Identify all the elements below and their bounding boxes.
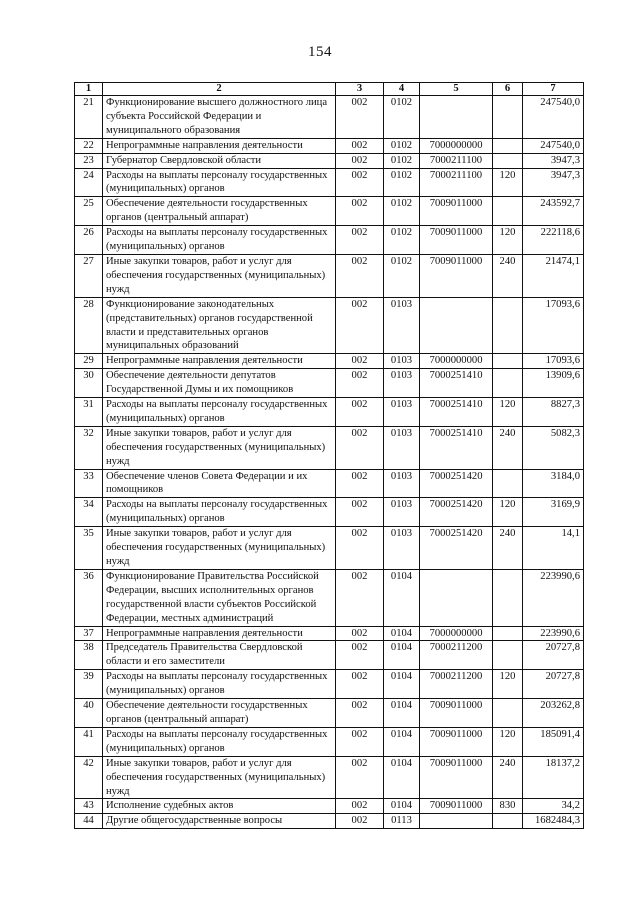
department-code: 002 [336, 498, 384, 527]
target-article-code: 7009011000 [420, 254, 493, 297]
section-code: 0103 [384, 297, 420, 354]
table-row [75, 369, 584, 398]
table-row [75, 641, 584, 670]
table-row [75, 498, 584, 527]
section-code: 0104 [384, 799, 420, 814]
amount: 223990,6 [523, 626, 584, 641]
section-code: 0113 [384, 814, 420, 829]
table-body [75, 96, 584, 829]
expense-type-code [493, 626, 523, 641]
amount: 14,1 [523, 527, 584, 570]
target-article-code: 7000211200 [420, 670, 493, 699]
expense-type-code [493, 814, 523, 829]
table-row [75, 814, 584, 829]
amount: 3169,9 [523, 498, 584, 527]
amount: 13909,6 [523, 369, 584, 398]
amount: 1682484,3 [523, 814, 584, 829]
expense-name: Губернатор Свердловской области [103, 153, 336, 168]
row-number: 38 [75, 641, 103, 670]
amount: 18137,2 [523, 756, 584, 799]
expense-type-code [493, 197, 523, 226]
target-article-code [420, 297, 493, 354]
amount: 185091,4 [523, 727, 584, 756]
table-row [75, 297, 584, 354]
section-code: 0103 [384, 369, 420, 398]
row-number: 27 [75, 254, 103, 297]
department-code: 002 [336, 527, 384, 570]
amount: 5082,3 [523, 426, 584, 469]
section-code: 0102 [384, 96, 420, 139]
row-number: 26 [75, 226, 103, 255]
amount: 21474,1 [523, 254, 584, 297]
table-row [75, 670, 584, 699]
row-number: 23 [75, 153, 103, 168]
department-code: 002 [336, 168, 384, 197]
table-row [75, 727, 584, 756]
column-header-3: 3 [336, 83, 384, 96]
target-article-code: 7000211200 [420, 641, 493, 670]
row-number: 35 [75, 527, 103, 570]
expense-name: Непрограммные направления деятельности [103, 626, 336, 641]
row-number: 24 [75, 168, 103, 197]
expense-type-code: 120 [493, 498, 523, 527]
amount: 8827,3 [523, 398, 584, 427]
expense-name: Расходы на выплаты персоналу государственных (муниципальных) органов [103, 168, 336, 197]
column-header-1: 1 [75, 83, 103, 96]
table-row [75, 426, 584, 469]
expense-type-code [493, 96, 523, 139]
expense-name: Другие общегосударственные вопросы [103, 814, 336, 829]
department-code: 002 [336, 699, 384, 728]
expense-name: Расходы на выплаты персоналу государственных (муниципальных) органов [103, 670, 336, 699]
target-article-code: 7000251420 [420, 527, 493, 570]
row-number: 37 [75, 626, 103, 641]
department-code: 002 [336, 197, 384, 226]
amount: 243592,7 [523, 197, 584, 226]
expense-type-code [493, 569, 523, 626]
target-article-code: 7009011000 [420, 799, 493, 814]
expense-name: Иные закупки товаров, работ и услуг для обеспечения государственных (муниципальных) нужд [103, 527, 336, 570]
section-code: 0102 [384, 138, 420, 153]
target-article-code: 7000251410 [420, 369, 493, 398]
amount: 20727,8 [523, 641, 584, 670]
department-code: 002 [336, 138, 384, 153]
department-code: 002 [336, 626, 384, 641]
amount: 247540,0 [523, 96, 584, 139]
expense-name: Расходы на выплаты персоналу государственных (муниципальных) органов [103, 727, 336, 756]
target-article-code: 7000251420 [420, 498, 493, 527]
department-code: 002 [336, 426, 384, 469]
target-article-code: 7000211100 [420, 168, 493, 197]
expense-name: Функционирование Правительства Российской Федерации, высших исполнительных органов государственной власти субъектов Российской Федерации, местных администраций [103, 569, 336, 626]
table-row [75, 626, 584, 641]
row-number: 21 [75, 96, 103, 139]
table-row [75, 138, 584, 153]
target-article-code [420, 814, 493, 829]
page-number: 154 [308, 44, 332, 60]
expense-type-code [493, 153, 523, 168]
expense-type-code: 120 [493, 670, 523, 699]
amount: 223990,6 [523, 569, 584, 626]
expense-name: Иные закупки товаров, работ и услуг для обеспечения государственных (муниципальных) нужд [103, 254, 336, 297]
department-code: 002 [336, 354, 384, 369]
expense-name: Непрограммные направления деятельности [103, 354, 336, 369]
section-code: 0102 [384, 226, 420, 255]
section-code: 0104 [384, 569, 420, 626]
expense-type-code: 240 [493, 254, 523, 297]
amount: 222118,6 [523, 226, 584, 255]
table-row [75, 569, 584, 626]
target-article-code: 7000000000 [420, 626, 493, 641]
row-number: 36 [75, 569, 103, 626]
row-number: 32 [75, 426, 103, 469]
target-article-code: 7000000000 [420, 354, 493, 369]
row-number: 44 [75, 814, 103, 829]
column-header-6: 6 [493, 83, 523, 96]
expense-name: Председатель Правительства Свердловской области и его заместители [103, 641, 336, 670]
expense-type-code [493, 138, 523, 153]
column-header-2: 2 [103, 83, 336, 96]
department-code: 002 [336, 297, 384, 354]
row-number: 43 [75, 799, 103, 814]
target-article-code: 7009011000 [420, 756, 493, 799]
table-row [75, 799, 584, 814]
expense-type-code: 830 [493, 799, 523, 814]
expense-type-code: 120 [493, 727, 523, 756]
amount: 203262,8 [523, 699, 584, 728]
expense-name: Исполнение судебных актов [103, 799, 336, 814]
amount: 3184,0 [523, 469, 584, 498]
expense-name: Иные закупки товаров, работ и услуг для обеспечения государственных (муниципальных) нужд [103, 426, 336, 469]
row-number: 39 [75, 670, 103, 699]
amount: 247540,0 [523, 138, 584, 153]
table-row [75, 699, 584, 728]
row-number: 31 [75, 398, 103, 427]
table-row [75, 354, 584, 369]
section-code: 0103 [384, 398, 420, 427]
expense-type-code: 240 [493, 527, 523, 570]
department-code: 002 [336, 226, 384, 255]
expense-type-code [493, 469, 523, 498]
table-header-row [75, 83, 584, 96]
target-article-code: 7000251410 [420, 398, 493, 427]
row-number: 42 [75, 756, 103, 799]
expense-type-code [493, 369, 523, 398]
row-number: 33 [75, 469, 103, 498]
department-code: 002 [336, 799, 384, 814]
table-row [75, 469, 584, 498]
expense-name: Функционирование законодательных (представительных) органов государственной власти и представительных органов муниципальных образований [103, 297, 336, 354]
section-code: 0104 [384, 626, 420, 641]
section-code: 0104 [384, 641, 420, 670]
expense-type-code: 120 [493, 168, 523, 197]
expense-type-code: 240 [493, 426, 523, 469]
target-article-code: 7000000000 [420, 138, 493, 153]
table-row [75, 398, 584, 427]
department-code: 002 [336, 641, 384, 670]
expense-type-code [493, 297, 523, 354]
expense-name: Расходы на выплаты персоналу государственных (муниципальных) органов [103, 498, 336, 527]
department-code: 002 [336, 814, 384, 829]
target-article-code: 7009011000 [420, 226, 493, 255]
target-article-code: 7009011000 [420, 727, 493, 756]
section-code: 0104 [384, 756, 420, 799]
department-code: 002 [336, 153, 384, 168]
table-row [75, 226, 584, 255]
department-code: 002 [336, 398, 384, 427]
column-header-5: 5 [420, 83, 493, 96]
amount: 17093,6 [523, 297, 584, 354]
department-code: 002 [336, 569, 384, 626]
table-row [75, 168, 584, 197]
section-code: 0102 [384, 254, 420, 297]
section-code: 0103 [384, 426, 420, 469]
section-code: 0104 [384, 699, 420, 728]
section-code: 0104 [384, 670, 420, 699]
department-code: 002 [336, 96, 384, 139]
expense-name: Расходы на выплаты персоналу государственных (муниципальных) органов [103, 398, 336, 427]
table-row [75, 197, 584, 226]
department-code: 002 [336, 756, 384, 799]
row-number: 30 [75, 369, 103, 398]
amount: 34,2 [523, 799, 584, 814]
table-row [75, 527, 584, 570]
target-article-code: 7000211100 [420, 153, 493, 168]
section-code: 0103 [384, 498, 420, 527]
row-number: 29 [75, 354, 103, 369]
amount: 3947,3 [523, 153, 584, 168]
expense-name: Расходы на выплаты персоналу государственных (муниципальных) органов [103, 226, 336, 255]
section-code: 0102 [384, 168, 420, 197]
expense-name: Обеспечение деятельности государственных органов (центральный аппарат) [103, 699, 336, 728]
department-code: 002 [336, 670, 384, 699]
table-row [75, 756, 584, 799]
table-row [75, 153, 584, 168]
department-code: 002 [336, 254, 384, 297]
budget-table [74, 82, 584, 829]
expense-name: Функционирование высшего должностного лица субъекта Российской Федерации и муниципального образования [103, 96, 336, 139]
table-row [75, 96, 584, 139]
section-code: 0102 [384, 197, 420, 226]
row-number: 28 [75, 297, 103, 354]
row-number: 22 [75, 138, 103, 153]
expense-name: Обеспечение деятельности депутатов Государственной Думы и их помощников [103, 369, 336, 398]
expense-type-code: 120 [493, 398, 523, 427]
target-article-code [420, 96, 493, 139]
department-code: 002 [336, 369, 384, 398]
row-number: 34 [75, 498, 103, 527]
table-row [75, 254, 584, 297]
expense-name: Обеспечение членов Совета Федерации и их помощников [103, 469, 336, 498]
section-code: 0103 [384, 527, 420, 570]
section-code: 0102 [384, 153, 420, 168]
expense-type-code [493, 354, 523, 369]
expense-name: Непрограммные направления деятельности [103, 138, 336, 153]
target-article-code: 7009011000 [420, 197, 493, 226]
department-code: 002 [336, 469, 384, 498]
amount: 17093,6 [523, 354, 584, 369]
expense-type-code [493, 641, 523, 670]
row-number: 41 [75, 727, 103, 756]
section-code: 0103 [384, 354, 420, 369]
amount: 3947,3 [523, 168, 584, 197]
section-code: 0104 [384, 727, 420, 756]
target-article-code [420, 569, 493, 626]
expense-name: Иные закупки товаров, работ и услуг для обеспечения государственных (муниципальных) нужд [103, 756, 336, 799]
expense-name: Обеспечение деятельности государственных органов (центральный аппарат) [103, 197, 336, 226]
department-code: 002 [336, 727, 384, 756]
target-article-code: 7000251420 [420, 469, 493, 498]
expense-type-code [493, 699, 523, 728]
target-article-code: 7009011000 [420, 699, 493, 728]
amount: 20727,8 [523, 670, 584, 699]
row-number: 25 [75, 197, 103, 226]
row-number: 40 [75, 699, 103, 728]
expense-type-code: 120 [493, 226, 523, 255]
section-code: 0103 [384, 469, 420, 498]
column-header-4: 4 [384, 83, 420, 96]
column-header-7: 7 [523, 83, 584, 96]
target-article-code: 7000251410 [420, 426, 493, 469]
expense-type-code: 240 [493, 756, 523, 799]
